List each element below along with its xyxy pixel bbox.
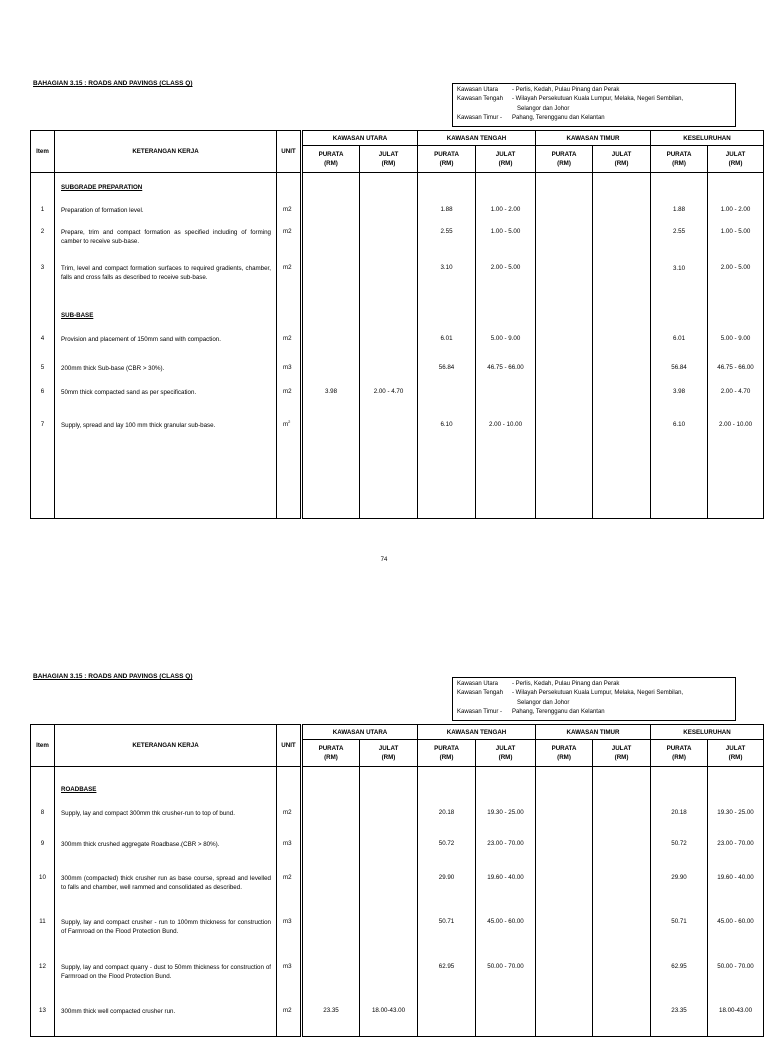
keseluruhan-julat-value: 19.60 - 40.00 — [717, 874, 754, 881]
keseluruhan-julat-column — [708, 767, 764, 1037]
item-unit: m2 — [283, 1007, 292, 1014]
header-purata: PURATA (RM) — [651, 146, 708, 173]
item-description: 300mm thick crushed aggregate Roadbase.(CBR > 80%). — [61, 841, 220, 848]
keseluruhan-purata-value: 20.18 — [671, 809, 687, 816]
item-description: 300mm (compacted) thick crusher run as base course, spread and levelled to falls and chamber, well rammed and consolidated as described. — [61, 875, 271, 891]
item-number: 7 — [40, 421, 45, 428]
item-description: 200mm thick Sub-base (CBR > 30%). — [61, 365, 165, 372]
tengah-julat-value: 45.00 - 60.00 — [487, 918, 524, 925]
item-unit: m3 — [283, 840, 292, 847]
item-unit: m2 — [283, 874, 292, 881]
header-keseluruhan: KESELURUHAN — [651, 131, 764, 146]
header-purata: PURATA (RM) — [536, 740, 593, 767]
item-unit: m3 — [283, 963, 292, 970]
tengah-julat-value: 19.30 - 25.00 — [487, 809, 524, 816]
legend-tengah-value-cont: Selangor dan Johor — [517, 699, 570, 706]
keseluruhan-julat-value: 23.00 - 70.00 — [717, 840, 754, 847]
header-kawasan-tengah: KAWASAN TENGAH — [418, 131, 536, 146]
rates-table — [30, 724, 764, 1037]
item-number: 13 — [39, 1007, 46, 1014]
item-unit: m2 — [283, 388, 292, 395]
item-unit: m2 — [283, 264, 292, 271]
header-julat: JULAT (RM) — [708, 146, 764, 173]
legend-tengah-value: - Wilayah Persekutuan Kuala Lumpur, Melaka, Negeri Sembilan, — [512, 690, 684, 697]
tengah-purata-value: 50.71 — [438, 918, 455, 925]
tengah-julat-value: 1.00 - 2.00 — [490, 206, 521, 213]
header-kawasan-timur: KAWASAN TIMUR — [536, 131, 651, 146]
utara-purata-column — [302, 767, 360, 1037]
utara-julat-value: 2.00 - 4.70 — [373, 388, 404, 395]
header-purata: PURATA (RM) — [536, 146, 593, 173]
item-unit: m3 — [283, 364, 292, 371]
header-kawasan-utara: KAWASAN UTARA — [302, 131, 418, 146]
legend-timur-key: Kawasan Timur - — [457, 709, 503, 716]
item-number: 2 — [40, 228, 45, 235]
keseluruhan-julat-value: 1.00 - 2.00 — [720, 206, 751, 213]
header-purata: PURATA (RM) — [302, 740, 360, 767]
tengah-julat-value: 23.00 - 70.00 — [487, 840, 524, 847]
item-unit: $m^2$ — [283, 419, 291, 429]
keseluruhan-purata-column — [651, 767, 708, 1037]
item-description: Provision and placement of 150mm sand with compaction. — [61, 336, 221, 343]
header-purata: PURATA (RM) — [651, 740, 708, 767]
section-title: BAHAGIAN 3.15 : ROADS AND PAVINGS (CLASS Q) — [33, 80, 193, 87]
keseluruhan-julat-value: 5.00 - 9.00 — [720, 335, 751, 342]
utara-purata-value: 23.35 — [323, 1007, 339, 1014]
tengah-julat-column — [476, 767, 536, 1037]
item-description: 300mm thick well compacted crusher run. — [61, 1008, 176, 1015]
header-kawasan-tengah: KAWASAN TENGAH — [418, 725, 536, 740]
item-description: Supply, lay and compact quarry - dust to 50mm thickness for construction of Farmroad on the Flood Protection Bund. — [61, 964, 271, 980]
legend-utara-value: - Perlis, Kedah, Pulau Pinang dan Perak — [512, 87, 620, 93]
item-description: 50mm thick compacted sand as per specification. — [61, 389, 197, 396]
legend-tengah-value: - Wilayah Persekutuan Kuala Lumpur, Melaka, Negeri Sembilan, — [512, 96, 684, 103]
item-unit: m2 — [283, 809, 292, 816]
item-number: 8 — [40, 809, 45, 816]
header-julat: JULAT (RM) — [708, 740, 764, 767]
legend-timur-value: Pahang, Terengganu dan Kelantan — [512, 709, 605, 716]
tengah-purata-value: 56.84 — [438, 364, 455, 371]
section-title: BAHAGIAN 3.15 : ROADS AND PAVINGS (CLASS Q) — [33, 673, 193, 680]
item-number: 1 — [40, 206, 45, 213]
keseluruhan-purata-value: 50.71 — [671, 918, 687, 925]
header-julat: JULAT (RM) — [476, 146, 536, 173]
header-julat: JULAT (RM) — [360, 740, 418, 767]
item-number: 4 — [40, 335, 45, 342]
tengah-purata-value: 1.88 — [440, 206, 453, 213]
group-heading: SUB-BASE — [61, 312, 94, 319]
keseluruhan-purata-value: 2.55 — [672, 228, 686, 235]
keseluruhan-purata-value: 6.10 — [672, 421, 686, 428]
keseluruhan-purata-value: 62.95 — [671, 963, 687, 970]
keseluruhan-purata-value: 3.10 — [672, 265, 686, 272]
item-unit: m2 — [283, 335, 292, 342]
keseluruhan-purata-value: 3.98 — [672, 388, 686, 395]
tengah-julat-value: 5.00 - 9.00 — [490, 335, 521, 342]
timur-julat-column — [593, 767, 651, 1037]
tengah-purata-value: 6.10 — [440, 421, 453, 428]
header-item: Item — [31, 725, 55, 767]
item-number: 10 — [39, 874, 46, 881]
legend-utara-key: Kawasan Utara — [457, 87, 499, 93]
header-keseluruhan: KESELURUHAN — [651, 725, 764, 740]
header-purata: PURATA (RM) — [418, 146, 476, 173]
group-heading: SUBGRADE PREPARATION — [61, 184, 143, 191]
keseluruhan-julat-value: 1.00 - 5.00 — [720, 228, 751, 235]
item-unit: m2 — [283, 228, 292, 235]
keseluruhan-purata-value: 56.84 — [671, 364, 687, 371]
description-column — [55, 767, 277, 1037]
item-number: 3 — [40, 264, 45, 271]
keseluruhan-julat-value: 18.00-43.00 — [719, 1007, 753, 1014]
item-number: 9 — [40, 840, 45, 847]
tengah-julat-value: 46.75 - 66.00 — [487, 364, 524, 371]
keseluruhan-purata-value: 50.72 — [671, 840, 687, 847]
header-julat: JULAT (RM) — [593, 740, 651, 767]
header-kawasan-timur: KAWASAN TIMUR — [536, 725, 651, 740]
keseluruhan-purata-value: 23.35 — [671, 1007, 687, 1014]
header-unit: UNIT — [277, 725, 302, 767]
tengah-julat-value: 19.60 - 40.00 — [487, 874, 524, 881]
header-julat: JULAT (RM) — [360, 146, 418, 173]
tengah-purata-value: 29.90 — [438, 874, 455, 881]
header-julat: JULAT (RM) — [593, 146, 651, 173]
item-description: Trim, level and compact formation surfaces to required gradients, chamber, falls and cross falls as described to receive sub-base. — [61, 265, 271, 281]
tengah-julat-value: 2.00 - 5.00 — [490, 264, 521, 271]
item-description: Supply, lay and compact crusher - run to 100mm thickness for construction of Farmroad on the Flood Protection Bund. — [61, 919, 271, 935]
tengah-julat-value: 2.00 - 10.00 — [489, 421, 523, 428]
tengah-julat-value: 1.00 - 5.00 — [490, 228, 521, 235]
utara-julat-column — [360, 767, 418, 1037]
keseluruhan-julat-value: 2.00 - 5.00 — [720, 264, 751, 271]
region-legend — [452, 677, 736, 721]
tengah-julat-value: 50.00 - 70.00 — [487, 963, 524, 970]
keseluruhan-julat-value: 19.30 - 25.00 — [717, 809, 754, 816]
unit-column — [277, 767, 302, 1037]
tengah-purata-value: 6.01 — [440, 335, 453, 342]
tengah-purata-value: 62.95 — [438, 963, 455, 970]
keseluruhan-purata-value: 1.88 — [672, 206, 686, 213]
item-column — [31, 767, 55, 1037]
timur-purata-column — [536, 767, 593, 1037]
header-purata: PURATA (RM) — [418, 740, 476, 767]
item-number: 5 — [40, 364, 45, 371]
tengah-purata-column — [418, 767, 476, 1037]
tengah-purata-value: 3.10 — [440, 264, 453, 271]
group-heading: ROADBASE — [61, 786, 97, 793]
keseluruhan-julat-value: 45.00 - 60.00 — [717, 918, 754, 925]
keseluruhan-julat-value: 2.00 - 10.00 — [719, 421, 753, 428]
legend-tengah-key: Kawasan Tengah — [457, 690, 503, 697]
keseluruhan-purata-value: 6.01 — [672, 335, 686, 342]
legend-tengah-value-cont: Selangor dan Johor — [517, 105, 570, 112]
legend-tengah-key: Kawasan Tengah — [457, 96, 503, 103]
utara-purata-value: 3.98 — [324, 388, 338, 395]
keseluruhan-julat-value: 46.75 - 66.00 — [717, 364, 754, 371]
legend-utara-value: - Perlis, Kedah, Pulau Pinang dan Perak — [512, 681, 620, 687]
item-unit: m3 — [283, 918, 292, 925]
utara-julat-value: 18.00-43.00 — [371, 1007, 406, 1014]
header-description: KETERANGAN KERJA — [55, 131, 277, 173]
header-item: Item — [31, 131, 55, 173]
header-kawasan-utara: KAWASAN UTARA — [302, 725, 418, 740]
page-number: 74 — [380, 557, 388, 563]
keseluruhan-purata-value: 29.90 — [671, 874, 687, 881]
item-number: 6 — [40, 388, 45, 395]
legend-timur-value: Pahang, Terengganu dan Kelantan — [512, 115, 605, 122]
item-unit: m2 — [283, 206, 292, 213]
item-description: Prepare, trim and compact formation as specified including of forming camber to receive sub-base. — [61, 229, 271, 245]
tengah-purata-value: 20.18 — [438, 809, 455, 816]
legend-utara-key: Kawasan Utara — [457, 681, 499, 687]
tengah-purata-value: 2.55 — [440, 228, 453, 235]
keseluruhan-julat-value: 50.00 - 70.00 — [717, 963, 754, 970]
item-number: 12 — [39, 963, 46, 970]
header-description: KETERANGAN KERJA — [55, 725, 277, 767]
keseluruhan-julat-value: 2.00 - 4.70 — [720, 388, 751, 395]
header-julat: JULAT (RM) — [476, 740, 536, 767]
item-description: Supply, spread and lay 100 mm thick granular sub-base. — [61, 422, 216, 429]
legend-timur-key: Kawasan Timur - — [457, 115, 503, 122]
item-description: Preparation of formation level. — [61, 207, 144, 214]
item-description: Supply, lay and compact 300mm thk crusher-run to top of bund. — [61, 810, 235, 817]
header-purata: PURATA (RM) — [302, 146, 360, 173]
tengah-purata-value: 50.72 — [438, 840, 455, 847]
item-number: 11 — [39, 918, 46, 925]
header-unit: UNIT — [277, 131, 302, 173]
